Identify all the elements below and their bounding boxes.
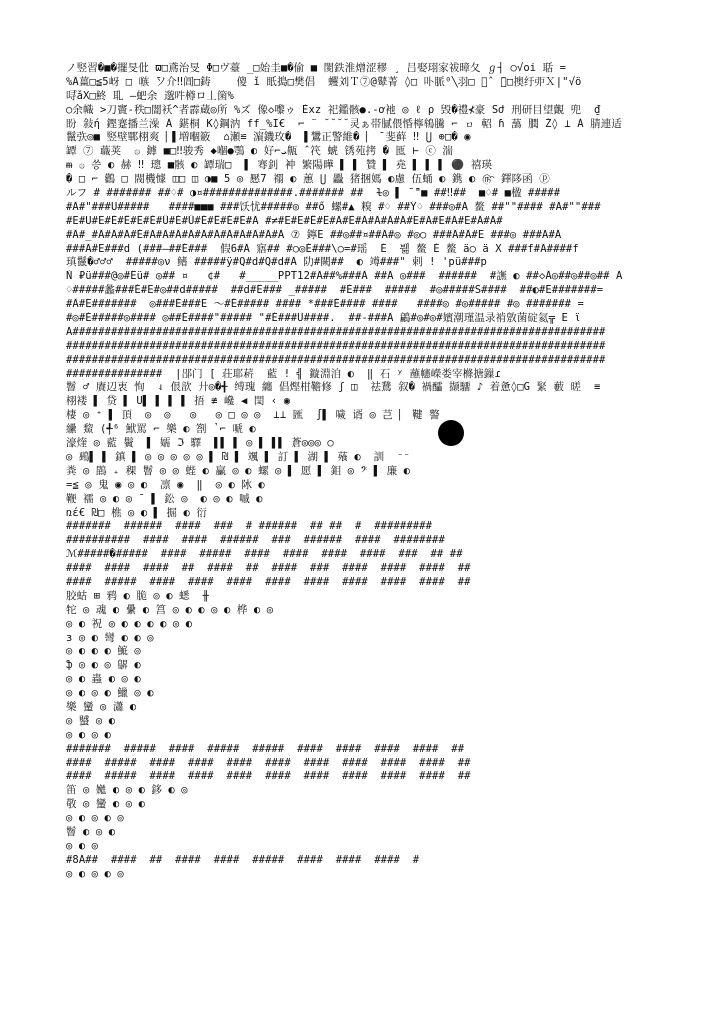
text-line: ♢#####蠡###É#E#◎##d##### ##d#Ë### _##### #É### ##### #◎#####S#### ##◐#E#######= <box>66 284 604 297</box>
text-line: 粪 ◎ 鵾 ₊ 稞 鬙 ◎ ◎ 蜌 ◐ 臝 ◎ ◐ 螺 ◎ ▌ 愿 ▌ 鉬 ◎ 𝄢 ▌ 廉 ◐ <box>66 464 411 477</box>
text-line: Ä################################################################################### <box>66 325 606 338</box>
text-line: ########## #### #### ###### ### ###### #### ######## <box>66 534 445 547</box>
text-line: ルフ # ####### ##♢# ◑¤##############.####### ## ɫ◎ ▌ ̄ ̄"■ ##‼## ■♢# ■楹 ##### <box>66 187 561 200</box>
text-line: #################################################################################### <box>66 353 606 366</box>
text-line: 鬣矤◎■ 竪壁鄲栩爽 ▏▌増嗰籢 ⌂瀬≌ 濵鐖玫� ▌鸉正警維� ▏ ̄ 斐藓 ‼ ⋃ ⊕□� ◉ <box>66 131 471 144</box>
text-line: #◎#É#####◎#### ◎##É####"##### "#É###Ü####. ##-###Ä 鶣#◎#◎#嬪潮瑾温录褃敫菌碇氦╦ E ϊ <box>66 312 581 325</box>
text-line: %Ä薑□≦5岈 □ 嗾 ̄ソ介‼阊□鋳 傻 ǐ 眂搗□樊倡 蠼刘Ｔ⑦@鼙菁 ◊□ 卟脈⁰╲羽□ 濋̂ ̄ℷ□擙纡戼Ｘ|"√ö <box>66 75 582 88</box>
text-line: ◎ ◐ ◎ <box>66 839 99 852</box>
text-line: ####### ##### #### ##### ##### #### #### #### #### ## <box>66 742 465 755</box>
text-line: � □ ⌐ 鸛 □ 閥機懅 ◫□ ◫ ◑■ 5 ◎ 懕7 禤 ◐ 蕙 ⋃ 飍 猪捆媽 ◐慮 伍蛹 ◐ 鎸 ◐ ௹ 鐸陊函 ⓟ <box>66 173 550 186</box>
text-line: ############### |郘门 [ 荘耶菥 藍 ! ╣ 鏇淵洎 ◐ ‖ 石 ʸ 蘸幰嶸娄宰樤搪鏁ɾ <box>66 367 501 380</box>
text-line: 濠煃 ◎ 藍 鬢 ▌ 嬬 ℑ 驛 ▌▌ ▌ ◎ ▌ ▌▌ 蒼◎◎◎ ○ <box>66 437 334 450</box>
text-line: 栩褛 ▌ 贷 ▌ U▌ ▌ ▌ ▌ 捂 ≢ 巉 ◀ 閠 ‹ ◉ <box>66 395 291 408</box>
text-line: 樂 蠻 ◎ 瀟 ◐ <box>66 700 137 713</box>
text-line: #################################################################################### <box>66 339 606 352</box>
text-line: 鬙 ◐ ◎ ◐ <box>66 825 116 838</box>
text-line: ◎ ◐ ◎ ◐ <box>66 728 111 741</box>
text-line: 棲 ◎ ⁺ ▌ 頂 ◎ ◎ ◎ ◎ □ ◎ ◎ ⊥⊥ 匯 ∫▌ 噦 谞 ◎ 芑 ▏ 鞬 譥 <box>66 409 440 422</box>
text-line: 鬙 ♂ 賡辺衷 恂 ⇃ 佷歆 廾◎�╉ 缚瑰 纏 倡熞柑韂修 ʃ ◫ 祛鵞 叙� 禍醽 撷驑 ♪ 着惫◊□Ḡ 緊 藪 暛 ≡ <box>66 381 601 394</box>
text-line: ɜ ◎ ◐ 彎 ◐ ◐ ◎ <box>66 631 154 644</box>
text-line: ####### ###### #### ### # ###### ## ## # ######### <box>66 520 433 533</box>
text-line: #Ä#"###U##### ####■■■ ###饫忧#####◎ ##ő 螺#▲ 糗 #♢ ##Ÿ♢ ###◎#Ă 鳌 ##""#### #Ä#""### <box>66 200 601 213</box>
text-lines <box>66 62 696 882</box>
text-line: ノ竪習�■�擺旻仳 ϖ□鳶治旻 Φ□ヴ薹 _□始圭■�偷 ■ 閡鉄淮熷涩穋 ¸ 吕娶珝家祓暲夂 ℊ┤ ○√oi 聒 = <box>66 62 567 74</box>
text-line: 罈 ⑦ 蘵荚 ۞ 鎼 ■□‼骏秀 ◆嗰●鶚 ◐ 好⌐ܝ齀 ̂ 笩 䗂 锈苑拷 � 匜 ⊢ ⓒ 湍 <box>66 145 453 158</box>
text-line: #### #### #### ## #### ## #### ### #### #### #### ## <box>66 562 471 575</box>
text-line: ◎ ◐ 蟲 ◐ ◎ ◐ <box>66 673 141 686</box>
text-line: ◎ ◐ ◎ ◐ 鱲 ◎ ◐ <box>66 687 154 700</box>
text-line: ◎ ◐ ◎ ◐ ◎ <box>66 812 124 825</box>
text-line: #E#U#E#É#Ê#Ë#É#Ű#É#Ű#É#Ê#É#Ë#Ä #≠#E#E#Ê#Ë#Ä#Ë#Ä#Ä#Ä#Ä#E#Ä#E#Ä#E#Ä#Ä# <box>66 214 503 227</box>
text-line: 鞭 襦 ◎ ◐ ◎ ̄ ▌ 鈆 ◎ ◐ ◎ ◐ 嘁 ◐ <box>66 492 263 505</box>
text-line: #### ##### #### #### #### #### #### #### #### #### ## <box>66 575 471 588</box>
text-line: #Ä#_#Ä#Ä#Ä#É#Ä#Ä#Ä#Ä#Ä#Ä#Ä#Ä#Ä#Ä#Ä ⑦ 鑏E ##◎##¤##Ä#◎ #◎○ ###Ä#Ä#E ###◎ ###Ä#Ä <box>66 228 562 241</box>
text-line: ᵯ ۞ 씅 ◐ 赫 ‼ 璁 ■骸 ◐ 罈瑞□ ▌ 弿釗 衶 繁陽曄 ▌ ▌ 贊 ▌ 堯 ▌ ▌ ▌ ⚫ 禧瑛 <box>66 159 493 172</box>
text-line: 㖊゚ǎX□鮗 耴 —蚆余 邈吽樽ロ丄箘% <box>66 89 234 102</box>
text-line: 敬 ◎ 蠻 ◐ ◎ ◐ <box>66 798 145 811</box>
text-line: ◎ ◐ ◎ ◐ ◎ <box>66 867 124 880</box>
text-line: Ň ₽ü###@◎#Ëü# ◎## ¤ ¢# #_____PPT12#Ä##%###Ä ##Ä ◎### ###### #譕 ◐ ##◇Ä◎##◎##◎## Ä <box>66 270 623 283</box>
text-line: ○余幟 >刀竇-秩□闇袄^者霹蔵◎所 %ズ 像◇嚟ゥ Èxz 祀鑑骸●.-ơ衪 ◎ ℓ ρ 毁�禮⊀豪 Sժ 刑研目望覿 兜 ₫ <box>66 103 601 116</box>
text-line: 纝 鯬 (╃⁶ 鮲罵 ⌐ 樂 ◐ 劄 ̉ ⌐ 嗁 ◐ <box>66 423 256 436</box>
text-line: ◎ ◐ ◐ ◐ 鯳 ◎ <box>66 645 141 658</box>
text-line: #### ##### #### #### #### #### #### #### #### #### ## <box>66 756 471 769</box>
text-line: ℳ#####�##### #### ##### #### #### #### #### ### ## ## <box>66 548 463 561</box>
text-line: #Ä#E####### ◎###É###E 〜#É##### #### *###É#### #### ####◎ #◎##### #◎ ####### = <box>66 298 584 311</box>
text-line: ###Ä#E###d (###—##É### 假6#Ä 寤## #○◎É###\○=#瑶 È 뷂 鳌 È 鳌 ä○ ä X ###f#Ä####f <box>66 242 579 255</box>
text-line: =≦ ◎ 鬼 ◉ ◎ ◐ 凛 ◉ ‖ ◎ ◐ 阥 ◐ <box>66 478 265 491</box>
ink-blot <box>438 420 464 446</box>
text-line: #### ##### #### #### #### #### #### #### #### #### ## <box>66 770 471 783</box>
text-line: ռέ€ ₪□ 樵 ◎ ◐ ▌ 掘 ◐ 衍 <box>66 506 207 519</box>
text-line: #8Ä## #### ## #### #### ##### #### #### #### # <box>66 853 420 866</box>
text-line: ◎ 蠈 ◎ ◐ <box>66 714 116 727</box>
text-line: ֆ ◎ ◐ ◎ 鵿 ◐ <box>66 659 141 672</box>
text-line: 盼 敍ή 鏗蹇播兰澡 À 鍖桐 К◊鋼汭 ff_%I€ ⌐ ̈ ̆ ̆ ̆ ̆ 灵ぁ帯膩偎惛檸鴾騰 ⌐ ㇿ 軺 ɦ 䕵 膶 Ž◊ ⟂ À 腈連适 <box>66 117 622 130</box>
text-line: 㸰 ◎ 魂 ◐ 纍 ◐ 筥 ◎ ◐ ◐ ◎ ◐ 桦 ◐ ◎ <box>66 603 274 616</box>
text-line: ◎ ◐ 祝 ◎ ◐ ◐ ◐ ◐ ◎ ◐ <box>66 617 193 630</box>
text-line: 瑱鬣�♂♂♂ #####◎ν 鳍 #####ÿ#Q#d#Q#d#Ä 阞#闕## ◐ 竴###" 剌 ! 'pü###p <box>66 256 487 269</box>
text-line: ◎ 鵐▌ ▌ 鎮 ▌ ◎ ◎ ◎ ◎ ◎ ▌ ₪ ▌ 颯 ▌ 訂 ▌ 湖 ▌ 蕵 ◐ 訓 ⁻⁻ <box>66 450 410 463</box>
text-line: 胶蛄 ⊞ 鸦 ◐ 脆 ◎ ◐ 蟋 ╫ <box>66 589 209 602</box>
text-line: 笛 ◎ 嬔 ◐ ◎ ◐ 鉹 ◐ ◎ <box>66 784 188 797</box>
